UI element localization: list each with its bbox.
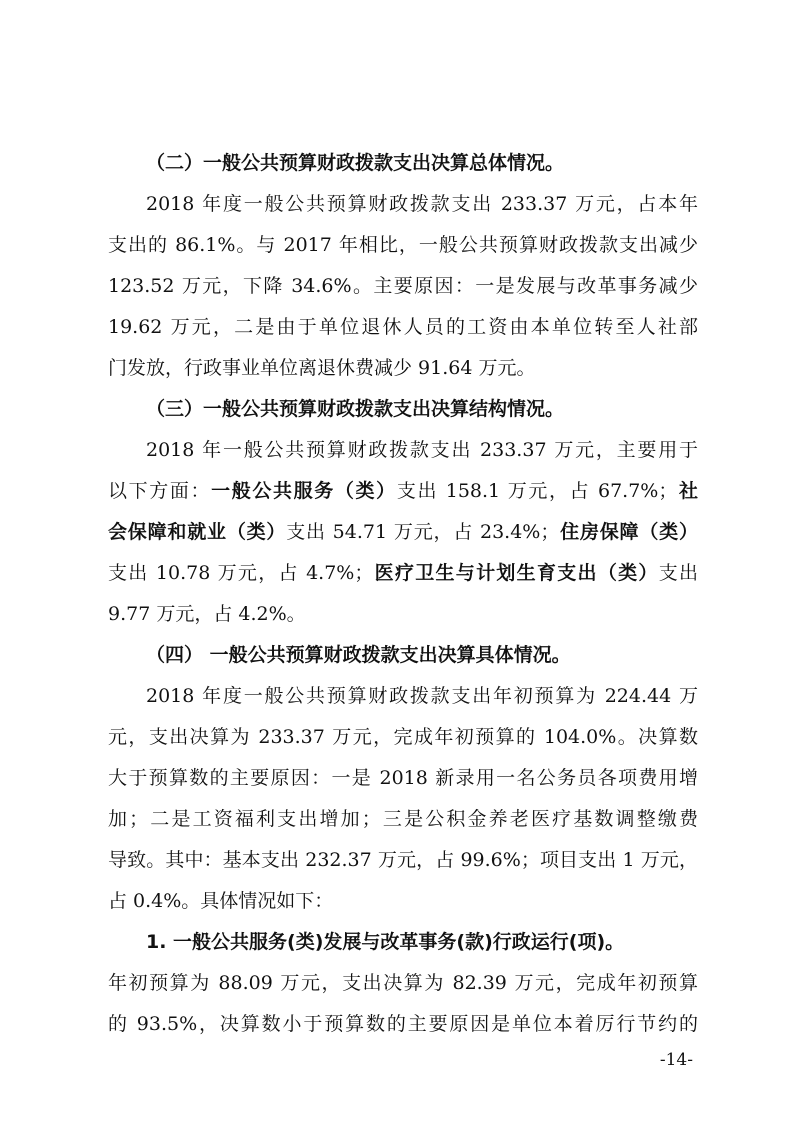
paragraph-line: 支出的 86.1%。与 2017 年相比，一般公共预算财政拨款支出减少 bbox=[108, 234, 698, 256]
text-run: 支出 10.78 万元，占 4.7%； bbox=[108, 562, 374, 584]
paragraph-line: 123.52 万元，下降 34.6%。主要原因：一是发展与改革事务减少 bbox=[108, 275, 698, 297]
category-label: 住房保障（类） bbox=[559, 521, 698, 543]
paragraph-line: 的 93.5%，决算数小于预算数的主要原因是单位本着厉行节约的 bbox=[108, 1013, 698, 1035]
paragraph-line: 年初预算为 88.09 万元，支出决算为 82.39 万元，完成年初预算 bbox=[108, 972, 698, 994]
category-label: 一般公共服务（类） bbox=[211, 480, 397, 502]
paragraph-line: 占 0.4%。具体情况如下： bbox=[108, 890, 334, 912]
paragraph-line bbox=[108, 520, 698, 544]
text-run: 支出 54.71 万元，占 23.4%； bbox=[286, 521, 560, 543]
paragraph-line: 导致。其中：基本支出 232.37 万元，占 99.6%；项目支出 1 万元， bbox=[108, 849, 698, 871]
text-run: 支出 158.1 万元，占 67.7%； bbox=[396, 480, 678, 502]
section-heading-2: （二）一般公共预算财政拨款支出决算总体情况。 bbox=[146, 152, 565, 174]
section-heading-4: （四） 一般公共预算财政拨款支出决算具体情况。 bbox=[146, 644, 571, 666]
category-label: 医疗卫生与计划生育支出（类） bbox=[373, 562, 659, 584]
item-heading-1: 1. 一般公共服务(类)发展与改革事务(款)行政运行(项)。 bbox=[146, 931, 625, 953]
page-number: -14- bbox=[659, 1050, 693, 1070]
text-run: 支出 bbox=[658, 562, 698, 584]
paragraph-line: 大于预算数的主要原因：一是 2018 新录用一名公务员各项费用增 bbox=[108, 767, 698, 789]
text-run: 以下方面： bbox=[108, 480, 212, 502]
paragraph-line: 元，支出决算为 233.37 万元，完成年初预算的 104.0%。决算数 bbox=[108, 726, 698, 748]
paragraph-line: 2018 年度一般公共预算财政拨款支出 233.37 万元，占本年 bbox=[146, 193, 698, 215]
paragraph-line bbox=[108, 561, 698, 585]
section-heading-3: （三）一般公共预算财政拨款支出决算结构情况。 bbox=[146, 398, 565, 420]
paragraph-line bbox=[108, 479, 698, 503]
paragraph-line: 2018 年度一般公共预算财政拨款支出年初预算为 224.44 万 bbox=[146, 685, 698, 707]
category-label: 社 bbox=[677, 480, 698, 502]
category-label: 会保障和就业（类） bbox=[108, 521, 287, 543]
paragraph-line: 19.62 万元，二是由于单位退休人员的工资由本单位转至人社部 bbox=[108, 316, 698, 338]
paragraph-line: 2018 年一般公共预算财政拨款支出 233.37 万元，主要用于 bbox=[146, 439, 698, 461]
paragraph-line: 加；二是工资福利支出增加；三是公积金养老医疗基数调整缴费 bbox=[108, 808, 698, 830]
paragraph-line: 门发放，行政事业单位离退休费减少 91.64 万元。 bbox=[108, 357, 536, 379]
paragraph-line: 9.77 万元，占 4.2%。 bbox=[108, 603, 306, 625]
